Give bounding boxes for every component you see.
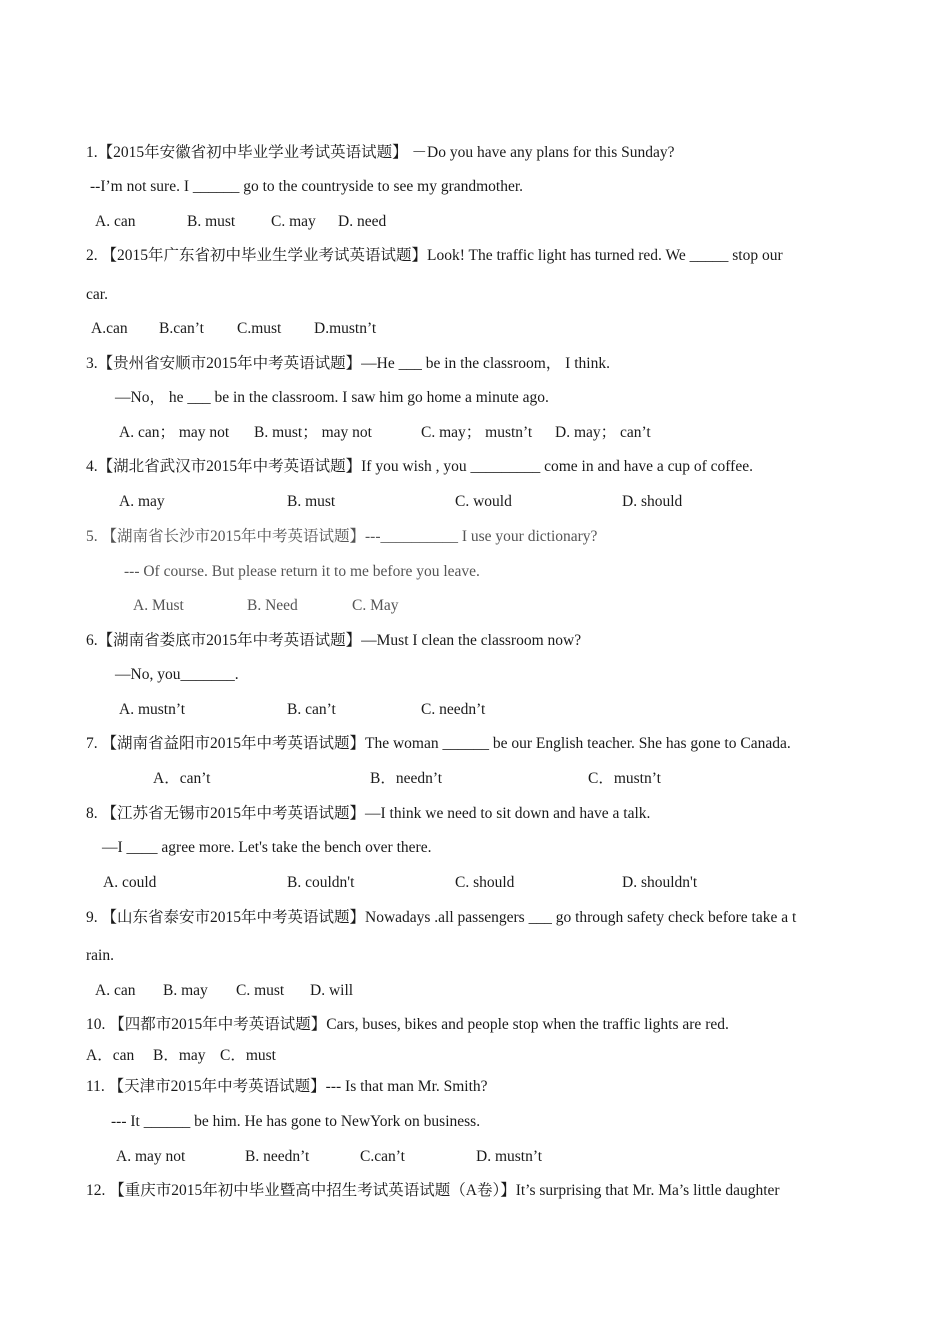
question-4-option-c: C. would bbox=[455, 493, 512, 510]
question-5-option-a: A. Must bbox=[133, 597, 184, 614]
question-3-option-b: B. must； may not bbox=[254, 424, 372, 441]
question-1-option-b: B. must bbox=[187, 213, 236, 230]
question-3-line: —No， he ___ be in the classroom. I saw him go home a minute ago. bbox=[115, 389, 549, 406]
question-11-line: --- It ______ be him. He has gone to NewYork on business. bbox=[111, 1113, 481, 1130]
question-10-option-c: C．must bbox=[220, 1047, 276, 1064]
question-5-stem: 5. 【湖南省长沙市2015年中考英语试题】---__________ I use your dictionary? bbox=[86, 528, 598, 545]
question-11-option-a: A. may not bbox=[116, 1148, 186, 1165]
question-6-option-b: B. can’t bbox=[287, 701, 336, 718]
question-4-option-d: D. should bbox=[622, 493, 683, 510]
question-5-option-c: C. May bbox=[352, 597, 399, 614]
question-10-stem: 10. 【四都市2015年中考英语试题】Cars, buses, bikes and people stop when the traffic lights are red. bbox=[86, 1016, 729, 1033]
question-11-option-c: C.can’t bbox=[360, 1148, 405, 1165]
question-3-option-c: C. may； mustn’t bbox=[421, 424, 533, 441]
question-3-option-d: D. may； can’t bbox=[555, 424, 651, 441]
question-8-stem: 8. 【江苏省无锡市2015年中考英语试题】—I think we need to sit down and have a talk. bbox=[86, 805, 651, 822]
question-7-option-a: A．can’t bbox=[153, 770, 211, 787]
question-2-stem: 2. 【2015年广东省初中毕业生学业考试英语试题】Look! The traffic light has turned red. We _____ stop our bbox=[86, 247, 783, 264]
question-9-option-c: C. must bbox=[236, 982, 285, 999]
question-8-option-c: C. should bbox=[455, 874, 515, 891]
question-4-option-b: B. must bbox=[287, 493, 336, 510]
question-6-stem: 6.【湖南省娄底市2015年中考英语试题】—Must I clean the classroom now? bbox=[86, 632, 582, 649]
question-6-option-a: A. mustn’t bbox=[119, 701, 186, 718]
question-5-option-b: B. Need bbox=[247, 597, 298, 614]
question-11-option-d: D. mustn’t bbox=[476, 1148, 543, 1165]
question-2-option-d: D.mustn’t bbox=[314, 320, 377, 337]
question-1-line: --I’m not sure. I ______ go to the countryside to see my grandmother. bbox=[90, 178, 524, 195]
question-2-option-b: B.can’t bbox=[159, 320, 204, 337]
question-10-option-b: B．may bbox=[153, 1047, 206, 1064]
question-2-line: car. bbox=[86, 286, 108, 303]
question-8-line: —I ____ agree more. Let's take the bench over there. bbox=[102, 839, 432, 856]
question-5-line: --- Of course. But please return it to me before you leave. bbox=[124, 563, 480, 580]
question-3-stem: 3.【贵州省安顺市2015年中考英语试题】—He ___ be in the classroom， I think. bbox=[86, 355, 610, 372]
question-8-option-d: D. shouldn't bbox=[622, 874, 698, 891]
question-8-option-b: B. couldn't bbox=[287, 874, 355, 891]
question-2-option-c: C.must bbox=[237, 320, 282, 337]
question-1-option-d: D. need bbox=[338, 213, 387, 230]
question-8-option-a: A. could bbox=[103, 874, 157, 891]
question-6-line: —No, you_______. bbox=[115, 666, 239, 683]
question-1-option-a: A. can bbox=[95, 213, 136, 230]
question-9-option-b: B. may bbox=[163, 982, 208, 999]
question-11-stem: 11. 【天津市2015年中考英语试题】--- Is that man Mr. Smith? bbox=[86, 1078, 488, 1095]
question-1-option-c: C. may bbox=[271, 213, 316, 230]
question-12-stem: 12. 【重庆市2015年初中毕业暨高中招生考试英语试题（A卷）】It’s surprising that Mr. Ma’s little daughter bbox=[86, 1182, 780, 1199]
question-7-stem: 7. 【湖南省益阳市2015年中考英语试题】The woman ______ be our English teacher. She has gone to Canada. bbox=[86, 735, 791, 752]
question-11-option-b: B. needn’t bbox=[245, 1148, 310, 1165]
question-2-option-a: A.can bbox=[91, 320, 128, 337]
question-4-stem: 4.【湖北省武汉市2015年中考英语试题】If you wish , you _________ come in and have a cup of coffee. bbox=[86, 458, 753, 475]
question-9-option-a: A. can bbox=[95, 982, 136, 999]
question-4-option-a: A. may bbox=[119, 493, 165, 510]
question-3-option-a: A. can； may not bbox=[119, 424, 230, 441]
question-1-stem: 1.【2015年安徽省初中毕业学业考试英语试题】 －Do you have any plans for this Sunday? bbox=[86, 144, 675, 161]
question-7-option-c: C．mustn’t bbox=[588, 770, 661, 787]
question-9-line: rain. bbox=[86, 947, 114, 964]
question-9-option-d: D. will bbox=[310, 982, 354, 999]
question-10-option-a: A．can bbox=[86, 1047, 135, 1064]
question-6-option-c: C. needn’t bbox=[421, 701, 486, 718]
question-7-option-b: B．needn’t bbox=[370, 770, 443, 787]
question-9-stem: 9. 【山东省泰安市2015年中考英语试题】Nowadays .all passengers ___ go through safety check before take a t bbox=[86, 909, 797, 926]
